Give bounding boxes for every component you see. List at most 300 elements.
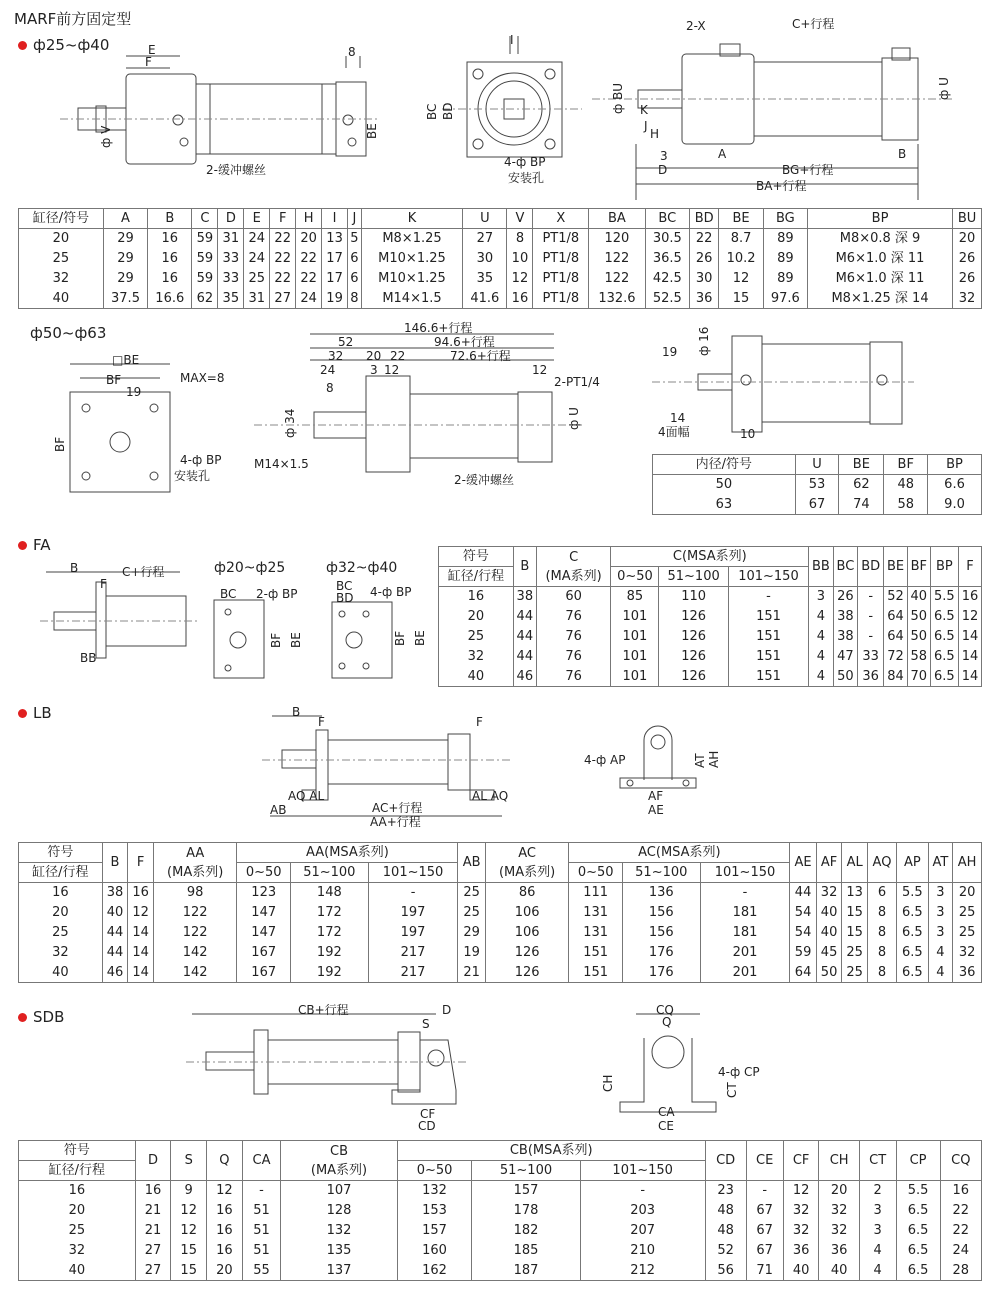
svg-text:BA+行程: BA+行程 [756,179,807,193]
table-50-63 [652,454,982,515]
svg-text:2-ф BP: 2-ф BP [256,587,298,601]
svg-text:BF: BF [269,632,283,648]
section-heading-lb [18,704,52,722]
table-cell: 31 [244,289,270,309]
table-cell: 85 [611,587,659,607]
table-cell: - [728,587,808,607]
table-cell: 27 [463,229,507,249]
table-cell: 76 [536,647,611,667]
table-cell: 4 [928,943,953,963]
table-cell: 20 [439,607,514,627]
svg-text:S: S [422,1017,430,1031]
table-cell: 76 [536,607,611,627]
table-cell: 44 [513,647,536,667]
col-header: BP [928,455,982,475]
table-cell: 52 [705,1241,746,1261]
svg-text:AA+行程: AA+行程 [370,815,421,829]
col-header: BP [807,209,952,229]
table-cell: 4 [859,1261,896,1281]
table-cell: 6.5 [896,1261,940,1281]
table-cell: M6×1.0 深 11 [807,249,952,269]
table-cell: 30.5 [645,229,689,249]
svg-text:BF: BF [53,436,67,452]
col-header-b: B [513,547,536,587]
table-cell: 107 [281,1181,397,1201]
col-header: BF [884,455,928,475]
table-row [19,249,982,269]
table-cell: 151 [569,963,623,983]
table-cell: 51 [242,1241,281,1261]
table-cell: 50 [833,667,858,687]
table-cell: 21 [135,1201,171,1221]
svg-text:BC: BC [220,587,237,601]
svg-text:2-缓冲螺丝: 2-缓冲螺丝 [206,163,266,177]
table-cell: 74 [839,495,884,515]
table-cell: 50 [653,475,796,495]
table-cell: 192 [291,963,369,983]
table-cell: 120 [589,229,646,249]
svg-text:CA: CA [658,1105,675,1119]
table-cell: 98 [153,883,237,903]
table-cell: 12 [959,607,982,627]
table-cell: 59 [192,249,218,269]
table-cell: 62 [839,475,884,495]
table-cell: 32 [439,647,514,667]
table-cell: 5.5 [896,1181,940,1201]
table-cell: 8 [867,963,896,983]
table-cell: 26 [953,249,982,269]
table-row [19,289,982,309]
table-row [19,1261,982,1281]
svg-text:J: J [644,119,648,133]
table-row [653,495,982,515]
table-cell: 16 [19,883,103,903]
table-row [653,475,982,495]
table-cell: 16 [148,249,192,269]
table-cell: 15 [719,289,763,309]
table-cell: - [580,1181,705,1201]
table-cell: 40 [102,903,128,923]
svg-text:BE: BE [413,630,427,646]
table-cell: 30 [689,269,718,289]
table-cell: 15 [171,1241,207,1261]
table-cell: 126 [659,647,728,667]
sdb-clevis-drawing [592,1002,772,1132]
svg-text:8: 8 [326,381,334,395]
table-row [19,903,982,923]
table-cell: 4 [809,667,834,687]
table-cell: 38 [513,587,536,607]
table-cell: 44 [513,627,536,647]
table-cell: 8 [867,943,896,963]
svg-text:BF: BF [393,630,407,646]
svg-text:M14×1.5: M14×1.5 [254,457,309,471]
table-cell: 13 [322,229,348,249]
svg-text:ф V: ф V [99,125,113,148]
table-cell: 10 [507,249,533,269]
table-cell: 217 [368,943,458,963]
col-header: U [795,455,839,475]
table-cell: 192 [291,943,369,963]
table-cell: 5.5 [897,883,929,903]
table-cell: 14 [128,923,154,943]
table-cell: 16 [439,587,514,607]
table-cell: 36 [783,1241,819,1261]
table-cell: 40 [816,903,842,923]
svg-text:C+行程: C+行程 [122,565,165,579]
table-cell: 58 [907,647,930,667]
svg-text:4-ф BP: 4-ф BP [180,453,222,467]
table-cell: 36.5 [645,249,689,269]
table-row [19,1221,982,1241]
cylinder-top-view-drawing [592,14,952,204]
table-cell: 15 [842,903,868,923]
table-cell: 16 [959,587,982,607]
table-cell: 26 [953,269,982,289]
table-cell: 25 [458,883,485,903]
svg-text:4-ф BP: 4-ф BP [504,155,546,169]
table-cell: 60 [536,587,611,607]
table-row [19,269,982,289]
table-cell: 6.5 [896,1241,940,1261]
table-cell: 32 [819,1221,859,1241]
svg-text:E: E [148,43,156,57]
table-cell: 16 [128,883,154,903]
col-header: BA [589,209,646,229]
svg-text:2-PT1/4: 2-PT1/4 [554,375,600,389]
col-header: E [244,209,270,229]
table-cell: 156 [622,903,700,923]
table-cell: 14 [959,647,982,667]
table-cell: 32 [19,269,104,289]
cylinder-side-view-drawing [60,43,380,196]
table-cell: 32 [19,943,103,963]
table-cell: 6.5 [930,667,958,687]
col-header: 缸径/符号 [19,209,104,229]
table-cell: 64 [884,627,908,647]
table-cell: 10.2 [719,249,763,269]
table-cell: 142 [153,963,237,983]
table-cell: 16 [207,1241,243,1261]
svg-text:19: 19 [662,345,678,359]
table-cell: 6.5 [897,943,929,963]
table-cell: 21 [135,1221,171,1241]
table-cell: 54 [790,923,816,943]
table-cell: M6×1.0 深 11 [807,269,952,289]
table-cell: 25 [19,1221,136,1241]
table-cell: 24 [244,249,270,269]
svg-text:AE: AE [648,803,664,817]
table-cell: 6 [348,249,362,269]
table-cell: 29 [103,229,147,249]
table-cell: 147 [237,923,291,943]
table-cell: M8×1.25 深 14 [807,289,952,309]
table-cell: 176 [622,963,700,983]
table-cell: 210 [580,1241,705,1261]
section-label: FA [33,536,51,554]
svg-text:B: B [292,705,301,719]
svg-text:B: B [70,561,79,575]
table-cell: - [858,587,884,607]
table-cell: 137 [281,1261,397,1281]
table-cell: 197 [368,903,458,923]
table-cell: 38 [833,627,858,647]
fa-flange-32-40-drawing [326,578,436,682]
table-cell: 27 [135,1261,171,1281]
table-cell: 126 [659,627,728,647]
table-cell: 4 [859,1241,896,1261]
table-cell: - [858,607,884,627]
col-header: H [296,209,322,229]
table-cell: 181 [700,903,790,923]
table-cell: 25 [19,923,103,943]
table-cell: 3 [928,883,953,903]
table-cell: 72 [884,647,908,667]
table-cell: 16 [148,229,192,249]
table-cell: 22 [689,229,718,249]
table-row [19,1201,982,1221]
table-cell: - [858,627,884,647]
table-cell: 126 [659,607,728,627]
table-cell: 122 [589,249,646,269]
table-cell: 32 [783,1221,819,1241]
table-cell: 16 [19,1181,136,1201]
table-cell: 48 [705,1201,746,1221]
table-cell: 14 [959,667,982,687]
table-cell: 58 [884,495,928,515]
table-cell: 157 [472,1181,580,1201]
table-cell: 38 [102,883,128,903]
table-cell: 48 [705,1221,746,1241]
col-header: BG [763,209,807,229]
table-cell: 25 [439,627,514,647]
svg-text:4-ф CP: 4-ф CP [718,1065,760,1079]
col-header: V [507,209,533,229]
table-cell: 12 [507,269,533,289]
table-cell: 52 [884,587,908,607]
table-cell: 25 [953,903,982,923]
table-cell: 32 [816,883,842,903]
table-cell: 4 [928,963,953,983]
table-cell: 172 [291,923,369,943]
table-cell: 142 [153,943,237,963]
col-header: J [348,209,362,229]
section-label: ф50~ф63 [30,324,107,342]
table-cell: 147 [237,903,291,923]
table-row [439,647,982,667]
svg-text:ф U: ф U [567,407,581,430]
svg-text:2-缓冲螺丝: 2-缓冲螺丝 [454,473,514,487]
table-cell: 36 [858,667,884,687]
svg-text:BD: BD [336,591,354,605]
svg-text:3: 3 [660,149,668,163]
table-cell: 20 [19,903,103,923]
svg-text:ф U: ф U [937,77,951,100]
table-cell: 46 [102,963,128,983]
bullet-icon [18,709,27,718]
table-cell: 35 [463,269,507,289]
bullet-icon [18,41,27,50]
table-cell: 36 [953,963,982,983]
table-cell: 122 [153,903,237,923]
svg-text:CE: CE [658,1119,674,1133]
svg-text:F: F [318,715,325,729]
table-cell: 101 [611,667,659,687]
table-cell: 217 [368,963,458,983]
table-lb: 符号 B F AA (MA系列) AA(MSA系列) AB AC (MA系列) AC(MSA系列) AE AF AL AQ AP AT AH 缸径/行程 0~50 51~100 101~150 0~50 51~100 101~150 16 38 16 98 123 148 - 25 86 111 136 - 44 32 13 6 5.5 3 20 20 40 12 122 147 172 197 25 106 131 156 181 54 40 15 8 6.5 3 25 25 44 14 122 147 172 197 29 106 131 156 181 54 40 15 8 6.5 3 25 32 44 14 142 167 192 217 19 126 151 176 201 59 45 25 8 6.5 4 32 40 46 14 142 167 192 217 21 126 151 176 201 64 50 25 8 6.5 4 36 [18,842,982,983]
table-cell: 67 [746,1241,783,1261]
table-cell: 182 [472,1221,580,1241]
table-cell: 20 [819,1181,859,1201]
table-cell: 64 [884,607,908,627]
table-cell: 131 [569,923,623,943]
table-cell: 156 [622,923,700,943]
table-row [19,229,982,249]
table-cell: 76 [536,667,611,687]
table-cell: 15 [171,1261,207,1281]
table-cell: 17 [322,249,348,269]
table-cell: 28 [940,1261,981,1281]
table-cell: 71 [746,1261,783,1281]
table-cell: 40 [19,1261,136,1281]
table-cell: 201 [700,943,790,963]
table-cell: 89 [763,269,807,289]
table-cell: 14 [128,963,154,983]
table-cell: 84 [884,667,908,687]
table-cell: 3 [859,1201,896,1221]
table-cell: 135 [281,1241,397,1261]
cylinder-drawing-50-63 [254,320,600,500]
table-cell: 12 [719,269,763,289]
table-cell: 160 [397,1241,472,1261]
table-row [439,587,982,607]
table-cell: 63 [653,495,796,515]
table-cell: 37.5 [103,289,147,309]
table-cell: 42.5 [645,269,689,289]
table-cell: 53 [795,475,839,495]
table-cell: 14 [128,943,154,963]
section-heading-50-63 [30,324,106,342]
svg-text:CD: CD [418,1119,436,1133]
table-cell: 110 [659,587,728,607]
table-cell: M8×1.25 [361,229,462,249]
table-cell: 36 [689,289,718,309]
table-cell: - [242,1181,281,1201]
sdb-side-drawing [186,1000,476,1134]
table-cell: 6.5 [897,963,929,983]
table-cell: 123 [237,883,291,903]
table-cell: 46 [513,667,536,687]
table-cell: 151 [728,647,808,667]
table-cell: 38 [833,607,858,627]
svg-text:BB: BB [80,651,97,665]
table-cell: 185 [472,1241,580,1261]
svg-text:12: 12 [384,363,400,377]
col-header-c: C (MA系列) [536,547,611,587]
table-cell: PT1/8 [533,289,589,309]
table-cell: 9.0 [928,495,982,515]
table-cell: PT1/8 [533,229,589,249]
table-row [19,1181,982,1201]
svg-text:94.6+行程: 94.6+行程 [434,335,495,349]
svg-text:CF: CF [420,1107,436,1121]
table-cell: 12 [171,1201,207,1221]
col-header: I [322,209,348,229]
table-cell: 31 [218,229,244,249]
table-cell: 20 [296,229,322,249]
table-cell: 181 [700,923,790,943]
table-sdb: 符号 D S Q CA CB (MA系列) CB(MSA系列) CD CE CF CH CT CP CQ 缸径/行程 0~50 51~100 101~150 16 16 9 12 - 107 132 157 - 23 - 12 20 2 5.5 16 20 21 12 16 51 128 153 178 203 48 67 32 32 3 6.5 22 25 21 12 16 51 132 157 182 207 48 67 32 32 3 6.5 22 32 27 15 16 51 135 160 185 210 52 67 36 36 4 6.5 24 40 27 15 20 55 137 162 187 212 56 71 40 40 4 6.5 28 [18,1140,982,1281]
fa-subtitle-32-40: ф32~ф40 [326,560,398,576]
table-cell: M10×1.25 [361,249,462,269]
table-cell: 151 [569,943,623,963]
table-cell: 13 [842,883,868,903]
table-cell: 3 [859,1221,896,1241]
svg-text:AL AQ: AL AQ [472,789,509,803]
fa-subtitle-20-25: ф20~ф25 [214,560,286,576]
col-header: K [361,209,462,229]
table-cell: 20 [19,1201,136,1221]
table-cell: 20 [953,883,982,903]
svg-text:10: 10 [740,427,756,441]
table-cell: 44 [102,943,128,963]
table-cell: 27 [270,289,296,309]
table-cell: M10×1.25 [361,269,462,289]
table-cell: 33 [218,269,244,289]
page-title: MARF前方固定型 [14,10,132,28]
table-cell: 8 [507,229,533,249]
table-cell: 6 [348,269,362,289]
col-header: U [463,209,507,229]
table-cell: 153 [397,1201,472,1221]
table-cell: 29 [103,269,147,289]
table-cell: 22 [940,1201,981,1221]
svg-text:A: A [718,147,727,161]
table-cell: 4 [809,647,834,667]
table-cell: 122 [589,269,646,289]
table-cell: 6.5 [930,627,958,647]
table-cell: 6.5 [930,647,958,667]
svg-text:BE: BE [289,632,303,648]
table-cell: 40 [816,923,842,943]
table-cell: 40 [439,667,514,687]
table-cell: 148 [291,883,369,903]
table-cell: 50 [816,963,842,983]
table-cell: 25 [19,249,104,269]
cylinder-top-drawing-50-63 [652,326,922,446]
svg-text:72.6+行程: 72.6+行程 [450,349,511,363]
svg-text:BG+行程: BG+行程 [782,163,834,177]
section-heading-fa [18,536,51,554]
table-cell: PT1/8 [533,269,589,289]
col-header: BC [645,209,689,229]
col-header: 内径/符号 [653,455,796,475]
table-cell: 187 [472,1261,580,1281]
table-cell: 106 [485,903,569,923]
table-cell: 26 [833,587,858,607]
table-cell: 32 [953,943,982,963]
table-cell: 25 [842,963,868,983]
table-cell: 22 [270,229,296,249]
table-cell: 6.5 [897,903,929,923]
fa-flange-20-25-drawing [208,584,308,680]
table-cell: 6.5 [897,923,929,943]
table-cell: 4 [809,607,834,627]
svg-text:AB: AB [270,803,287,817]
table-cell: - [368,883,458,903]
svg-text:CH: CH [601,1074,615,1092]
table-cell: 20 [19,229,104,249]
